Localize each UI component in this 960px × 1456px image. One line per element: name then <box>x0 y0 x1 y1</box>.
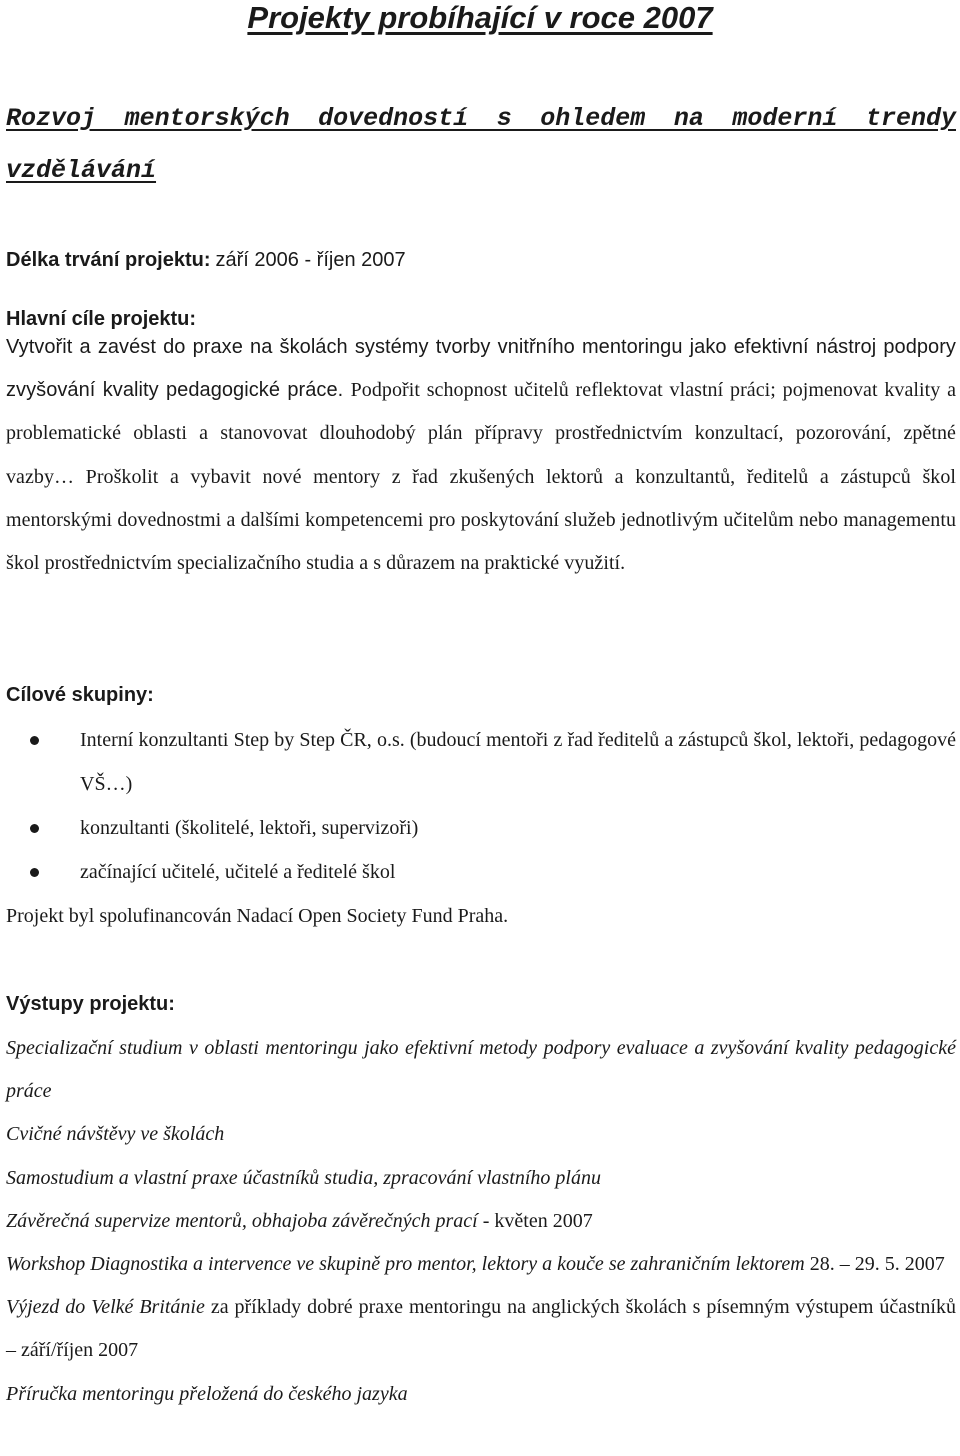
output-item: Specializační studium v oblasti mentoringu jako efektivní metody podpory evaluace a zvyšování kvality pedagogické práce <box>6 1037 956 1103</box>
list-item: Interní konzultanti Step by Step ČR, o.s. (budoucí mentoři z řad ředitelů a zástupců škol, lektoři, pedagogové VŠ…) <box>0 718 956 806</box>
outputs-heading: Výstupy projektu: <box>6 993 175 1015</box>
list-item: konzultanti (školitelé, lektoři, supervizoři) <box>0 806 956 850</box>
project-title: Rozvoj mentorských dovedností s ohledem na moderní trendy vzdělávání <box>6 104 956 185</box>
output-item: Samostudium a vlastní praxe účastníků studia, zpracování vlastního plánu <box>6 1166 601 1189</box>
duration-value: září 2006 - říjen 2007 <box>215 249 406 271</box>
goals-text-primary: Vytvořit a zavést do praxe na školách systémy tvorby vnitřního mentoringu jako efektivní nástroj podpory zvyšování kvality pedagogické práce. <box>6 336 956 402</box>
page-title: Projekty probíhající v roce 2007 <box>247 0 713 35</box>
goals-text-secondary: Podpořit schopnost učitelů reflektovat vlastní práci; pojmenovat kvality a problematické oblasti a stanovovat dlouhodobý plán přípravy prostřednictvím konzultací, pozorování, zpětné vazby… Proškolit a vybavit nové mentory z řad zkušených lektorů a konzultantů, ředitelů a zástupců škol mentorskými dovednostmi a dalšími kompetencemi pro poskytování služeb jednotlivým učitelům nebo managementu škol prostřednictvím specializačního studia a s důrazem na praktické využití. <box>6 379 957 575</box>
output-item: Výjezd do Velké Británie za příklady dobré praxe mentoringu na anglických školách s písemným výstupem účastníků – září/říjen 2007 <box>6 1296 956 1362</box>
goals-label: Hlavní cíle projektu: <box>6 308 197 330</box>
targets-list <box>0 718 956 894</box>
output-item: Workshop Diagnostika a intervence ve skupině pro mentor, lektory a kouče se zahraničním lektorem 28. – 29. 5. 2007 <box>6 1253 945 1276</box>
output-item: Příručka mentoringu přeložená do českého jazyka <box>6 1382 408 1405</box>
output-item: Závěrečná supervize mentorů, obhajoba závěrečných prací - květen 2007 <box>6 1209 593 1232</box>
funding-note: Projekt byl spolufinancován Nadací Open Society Fund Praha. <box>6 905 509 927</box>
output-item: Cvičné návštěvy ve školách <box>6 1123 225 1146</box>
duration-label: Délka trvání projektu: <box>6 249 211 271</box>
outputs-list <box>6 1027 956 1416</box>
duration-row <box>6 245 406 275</box>
targets-heading: Cílové skupiny: <box>6 684 154 706</box>
goals-paragraph <box>6 326 956 585</box>
list-item: začínající učitelé, učitelé a ředitelé škol <box>0 850 956 894</box>
